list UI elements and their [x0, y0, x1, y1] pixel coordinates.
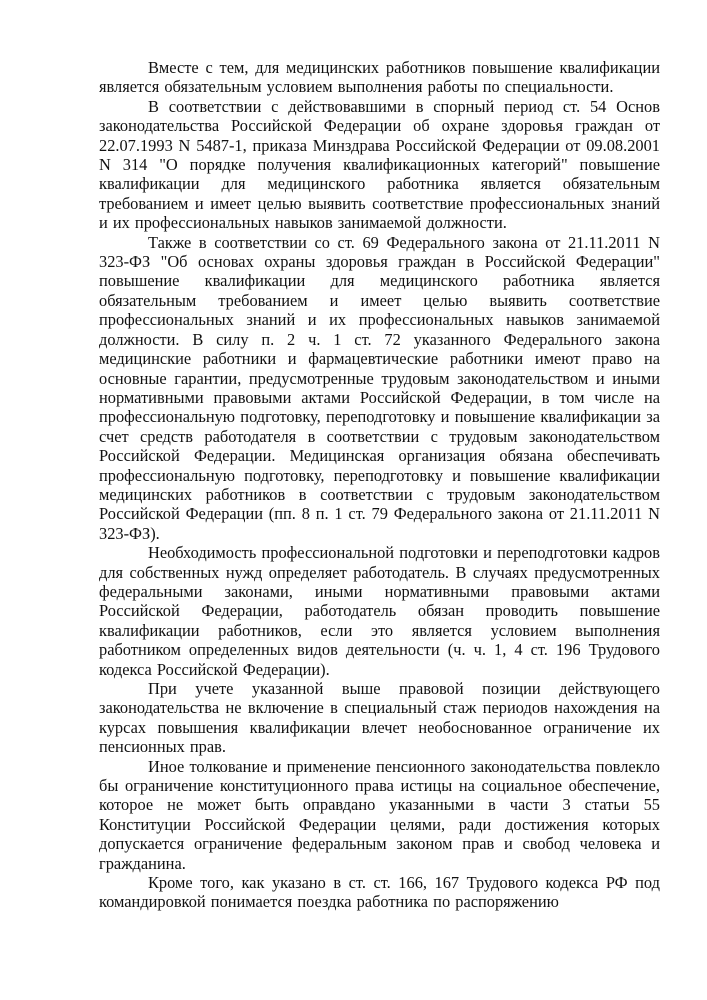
paragraph-4: Необходимость профессиональной подготовки и переподготовки кадров для собственных нужд определяет работодатель. В случаях предусмотренных федеральными законами, иными нормативными правовыми актами Российской Федерации, работодатель обязан проводить повышение квалификации работников, если это является условием выполнения работником определенных видов деятельности (ч. ч. 1, 4 ст. 196 Трудового кодекса Российской Федерации).: [99, 543, 660, 679]
paragraph-3: Также в соответствии со ст. 69 Федерального закона от 21.11.2011 N 323-ФЗ "Об основах охраны здоровья граждан в Российской Федерации" повышение квалификации для медицинского работника является обязательным требованием и имеет целью выявить соответствие профессиональных знаний и их профессиональных навыков занимаемой должности. В силу п. 2 ч. 1 ст. 72 указанного Федерального закона медицинские работники и фармацевтические работники имеют право на основные гарантии, предусмотренные трудовым законодательством и иными нормативными правовыми актами Российской Федерации, в том числе на профессиональную подготовку, переподготовку и повышение квалификации за счет средств работодателя в соответствии с трудовым законодательством Российской Федерации. Медицинская организация обязана обеспечивать профессиональную подготовку, переподготовку и повышение квалификации медицинских работников в соответствии с трудовым законодательством Российской Федерации (пп. 8 п. 1 ст. 79 Федерального закона от 21.11.2011 N 323-ФЗ).: [99, 232, 660, 543]
paragraph-1: Вместе с тем, для медицинских работников повышение квалификации является обязательным условием выполнения работы по специальности.: [99, 58, 660, 97]
paragraph-5: При учете указанной выше правовой позиции действующего законодательства не включение в специальный стаж периодов нахождения на курсах повышения квалификации влечет необоснованное ограничение их пенсионных прав.: [99, 679, 660, 757]
paragraph-6: Иное толкование и применение пенсионного законодательства повлекло бы ограничение конституционного права истицы на социальное обеспечение, которое не может быть оправдано указанными в части 3 статьи 55 Конституции Российской Федерации целями, ради достижения которых допускается ограничение федеральным законом прав и свобод человека и гражданина.: [99, 756, 660, 873]
document-body: [99, 58, 660, 912]
paragraph-7: Кроме того, как указано в ст. ст. 166, 167 Трудового кодекса РФ под командировкой понимается поездка работника по распоряжению: [99, 873, 660, 912]
paragraph-2: В соответствии с действовавшими в спорный период ст. 54 Основ законодательства Российской Федерации об охране здоровья граждан от 22.07.1993 N 5487-1, приказа Минздрава Российской Федерации от 09.08.2001 N 314 "О порядке получения квалификационных категорий" повышение квалификации для медицинского работника является обязательным требованием и имеет целью выявить соответствие профессиональных знаний и их профессиональных навыков занимаемой должности.: [99, 96, 660, 233]
